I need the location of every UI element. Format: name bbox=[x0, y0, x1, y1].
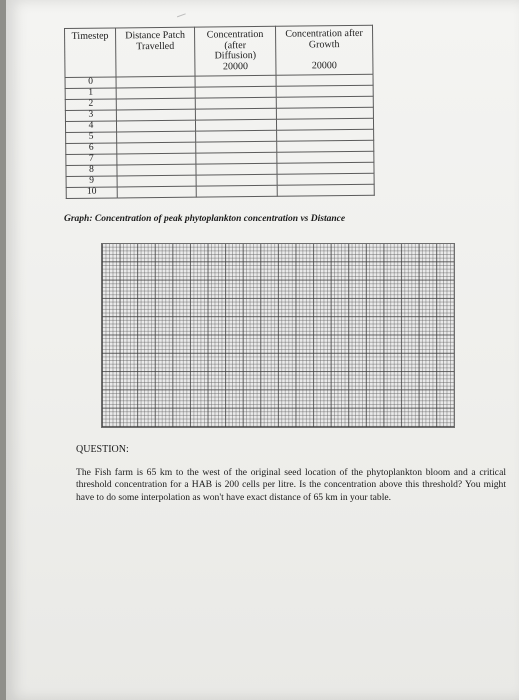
timestep-cell: 5 bbox=[66, 131, 117, 143]
timestep-cell: 3 bbox=[65, 109, 116, 121]
distance-cell bbox=[116, 98, 195, 110]
header-concentration-growth: Concentration after Growth 20000 bbox=[275, 25, 373, 75]
question-label: QUESTION: bbox=[76, 444, 129, 455]
distance-cell bbox=[117, 164, 196, 176]
distance-cell bbox=[116, 109, 195, 121]
graph-title: Graph: Concentration of peak phytoplankton concentration vs Distance bbox=[64, 214, 346, 224]
question-text: The Fish farm is 65 km to the west of the original seed location of the phytoplankton bloom and a critical threshold concentration for a HAB is 200 cells per litre. Is the concentration above this threshold? You might have to do some interpolation as won't have exact distance of 65 km in your table. bbox=[76, 467, 506, 503]
diffusion-cell bbox=[195, 97, 276, 109]
header-concentration-diffusion: Concentration (after Diffusion) 20000 bbox=[194, 26, 276, 75]
diffusion-cell bbox=[196, 185, 277, 197]
table-body bbox=[65, 74, 374, 198]
timestep-cell: 2 bbox=[65, 98, 116, 110]
header-timestep: Timestep bbox=[65, 28, 117, 77]
diffusion-cell bbox=[196, 152, 277, 164]
timestep-cell: 6 bbox=[66, 142, 117, 154]
table-row bbox=[66, 184, 374, 198]
worksheet-page bbox=[6, 0, 519, 700]
diffusion-cell bbox=[195, 108, 276, 120]
distance-cell bbox=[117, 153, 196, 165]
distance-cell bbox=[116, 120, 195, 132]
timestep-cell: 0 bbox=[65, 76, 116, 88]
timestep-cell: 7 bbox=[66, 153, 117, 165]
diffusion-cell bbox=[195, 86, 276, 98]
diffusion-cell bbox=[196, 163, 277, 175]
timestep-cell: 8 bbox=[66, 164, 117, 176]
pen-mark bbox=[175, 9, 186, 18]
diffusion-cell bbox=[195, 119, 276, 131]
distance-cell bbox=[116, 76, 195, 88]
growth-initial-value: 20000 bbox=[311, 60, 337, 72]
timestep-table bbox=[64, 25, 375, 199]
diffusion-cell bbox=[195, 75, 276, 87]
graph-paper-grid bbox=[101, 243, 455, 428]
growth-cell bbox=[277, 184, 374, 196]
diffusion-cell bbox=[196, 130, 277, 142]
timestep-cell: 9 bbox=[66, 175, 117, 187]
distance-cell bbox=[117, 186, 196, 198]
timestep-cell: 1 bbox=[65, 87, 116, 99]
diffusion-cell bbox=[196, 141, 277, 153]
timestep-cell: 10 bbox=[66, 186, 117, 198]
distance-cell bbox=[116, 87, 195, 99]
header-distance: Distance Patch Travelled bbox=[116, 27, 196, 76]
table-header-row bbox=[65, 25, 373, 77]
distance-cell bbox=[117, 131, 196, 143]
distance-cell bbox=[117, 142, 196, 154]
distance-cell bbox=[117, 175, 196, 187]
timestep-cell: 4 bbox=[65, 120, 116, 132]
diffusion-cell bbox=[196, 174, 277, 186]
